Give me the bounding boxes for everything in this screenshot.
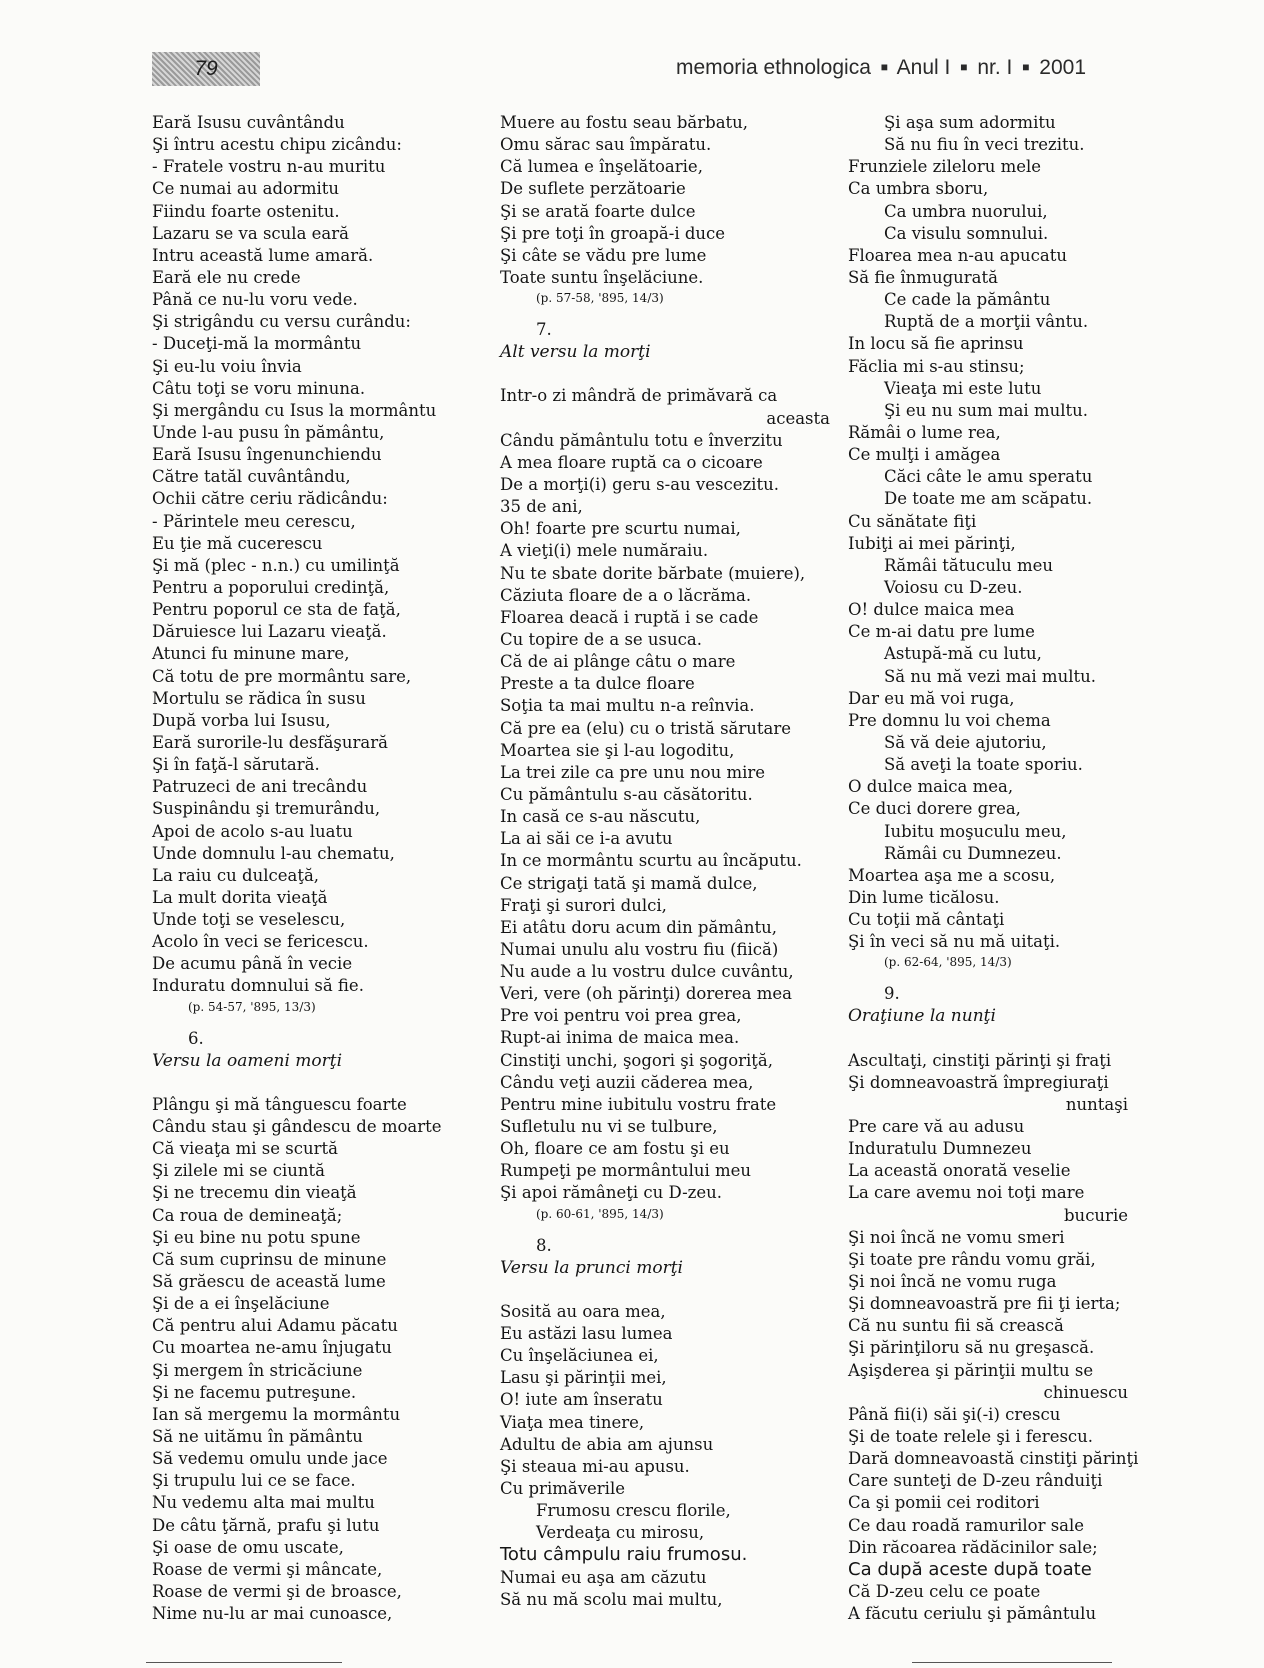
verse-line: Soţia ta mai multu n-a reînvia. (500, 696, 755, 716)
verse-line: Şi strigându cu versu curându: (152, 312, 411, 332)
verse-line: Cându stau şi gândescu de moarte (152, 1117, 442, 1137)
poem-number: 9. (884, 984, 900, 1004)
verse-line: La trei zile ca pre unu nou mire (500, 762, 766, 782)
verse-line: Şi steaua mi-au apusu. (500, 1456, 690, 1476)
verse-line: De câtu ţărnă, prafu şi lutu (152, 1515, 380, 1535)
footer-rule (146, 1662, 342, 1663)
verse-line: Roase de vermi şi mâncate, (152, 1559, 383, 1579)
verse-line: Eară surorile-lu desfăşurară (152, 732, 388, 752)
verse-line-indented: Ca visulu somnului. (884, 223, 1049, 243)
verse-line: Unde toţi se veselescu, (152, 910, 346, 930)
verse-line: A făcutu ceriulu şi pământulu (848, 1604, 1097, 1624)
verse-line: Ce numai au adormitu (152, 179, 340, 199)
verse-line: A mea floare ruptă ca o cicoare (500, 452, 763, 472)
verse-line: O! iute am înseratu (500, 1390, 663, 1410)
verse-line-indented: Vieaţa mi este lutu (884, 378, 1042, 398)
verse-line: Floarea mea n-au apucatu (848, 245, 1067, 265)
verse-line: Cu primăverile (500, 1479, 625, 1499)
verse-line: Şi toate pre rându vomu grăi, (848, 1249, 1096, 1269)
running-head (676, 56, 1086, 80)
verse-line: Şi zilele mi se ciuntă (152, 1161, 326, 1181)
verse-line: Să nu mă scolu mai multu, (500, 1589, 723, 1609)
verse-line: Dară domneavoastă cinstiţi părinţi (848, 1449, 1139, 1469)
verse-line: Că nu suntu fii să crească (848, 1316, 1064, 1336)
verse-line: Fraţi şi surori dulci, (500, 895, 667, 915)
verse-line: In locu să fie aprinsu (848, 334, 1024, 354)
verse-line: Ce dau roadă ramurilor sale (848, 1515, 1085, 1535)
verse-line-indented: Să nu fiu în veci trezitu. (884, 135, 1085, 155)
verse-line-indented: Frumosu crescu florile, (536, 1501, 731, 1521)
verse-line: Să fie înmugurată (848, 267, 998, 287)
verse-line: Şi în faţă-l sărutară. (152, 755, 320, 775)
verse-line: Muere au fostu seau bărbatu, (500, 113, 749, 132)
journal-title: memoria ethnologica (675, 56, 871, 79)
verse-line: Ce m-ai datu pre lume (848, 622, 1035, 642)
verse-line-indented: Să aveţi la toate sporiu. (884, 755, 1083, 775)
verse-line: Până ce nu-lu voru vede. (152, 290, 358, 310)
verse-line: Că totu de pre mormântu sare, (152, 666, 412, 686)
verse-line: Şi ne trecemu din vieaţă (152, 1183, 357, 1203)
verse-line: Intru această lume amară. (152, 245, 374, 265)
verse-line: Rupt-ai inima de maica mea. (500, 1028, 740, 1048)
verse-line: Acolo în veci se fericescu. (152, 932, 369, 952)
verse-line: Cu înşelăciunea ei, (500, 1346, 659, 1366)
verse-line: Şi domneavoastră pre fii ţi ierta; (848, 1294, 1121, 1314)
separator-square: ■ (1022, 60, 1030, 74)
text-column-middle (500, 112, 830, 1611)
verse-line: Că lumea e înşelătoarie, (500, 157, 703, 177)
source-citation: (p. 54-57, '895, 13/3) (188, 999, 316, 1014)
separator-square: ■ (960, 60, 968, 74)
verse-line: Să vedemu omulu unde jace (152, 1449, 388, 1469)
verse-line: Eară Isusu îngenunchiendu (152, 445, 382, 465)
journal-issue: nr. I (977, 56, 1013, 79)
verse-line: - Fratele vostru n-au muritu (152, 157, 386, 177)
verse-line: Moartea aşa me a scosu, (848, 865, 1056, 885)
verse-line: In ce mormântu scurtu au încăputu. (500, 851, 802, 871)
verse-line-indented: Să vă deie ajutoriu, (884, 732, 1047, 752)
verse-line: La ai săi ce i-a avutu (500, 829, 673, 849)
verse-line: Floarea deacă i ruptă i se cade (500, 607, 759, 627)
verse-line: Eară ele nu crede (152, 267, 301, 287)
verse-line: Şi mă (plec - n.n.) cu umilinţă (152, 555, 400, 575)
source-citation: (p. 62-64, '895, 14/3) (884, 955, 1012, 970)
verse-line: Că D-zeu celu ce poate (848, 1582, 1041, 1601)
verse-line: Şi noi încă ne vomu smeri (848, 1227, 1065, 1247)
verse-line: Rămâi o lume rea, (848, 422, 1001, 442)
verse-line-continuation: nuntaşi (1065, 1094, 1128, 1114)
verse-line: Mortulu se rădica în susu (152, 688, 366, 708)
verse-line-continuation: aceasta (766, 408, 830, 428)
page-number: 79 (152, 52, 260, 86)
verse-line: Dăruiesce lui Lazaru vieaţă. (152, 622, 387, 642)
verse-line: Ei atâtu doru acum din pământu, (500, 917, 777, 937)
verse-line: Şi de toate relele şi i ferescu. (848, 1427, 1094, 1447)
verse-line: Oh! foarte pre scurtu numai, (500, 519, 741, 539)
verse-line: Şi ne facemu putreşune. (152, 1382, 357, 1402)
verse-line: Numai unulu alu vostru fiu (fiică) (500, 939, 779, 959)
verse-line: Unde l-au pusu în pământu, (152, 422, 385, 442)
verse-line: Căziuta floare de a o lăcrăma. (500, 585, 752, 605)
verse-line-indented: Rămâi tătuculu meu (884, 555, 1054, 575)
verse-line: Ce strigaţi tată şi mamă dulce, (500, 873, 758, 893)
verse-line: Unde domnulu l-au chematu, (152, 843, 395, 863)
verse-line: Ce duci dorere grea, (848, 799, 1021, 819)
verse-line: Ca şi pomii cei roditori (848, 1493, 1040, 1513)
verse-line: La raiu cu dulceaţă, (152, 865, 320, 885)
verse-line: Nu vedemu alta mai multu (152, 1493, 375, 1513)
journal-year: Anul I (896, 56, 951, 79)
verse-line: In casă ce s-au născutu, (500, 807, 701, 827)
verse-line: Roase de vermi şi de broasce, (152, 1582, 402, 1601)
verse-line: Şi se arată foarte dulce (500, 201, 696, 221)
verse-line: Şi părinţiloru să nu greşască. (848, 1338, 1095, 1358)
verse-line: După vorba lui Isusu, (152, 710, 331, 730)
verse-line: Patruzeci de ani trecându (152, 777, 368, 797)
verse-line: Şi întru acestu chipu zicându: (152, 135, 402, 155)
verse-line: Că pre ea (elu) cu o tristă sărutare (500, 718, 792, 738)
verse-line: Câtu toţi se voru minuna. (152, 378, 366, 398)
verse-line: Ochii către ceriu rădicându: (152, 489, 388, 509)
verse-line: A vieţi(i) mele număraiu. (500, 541, 709, 561)
verse-line: 35 de ani, (500, 497, 583, 517)
verse-line: Şi câte se vădu pre lume (500, 245, 707, 265)
verse-line: Că sum cuprinsu de minune (152, 1249, 387, 1269)
verse-line: Şi trupulu lui ce se face. (152, 1471, 356, 1491)
verse-line: Că vieaţa mi se scurtă (152, 1139, 338, 1159)
verse-line: Cându pământulu totu e înverzitu (500, 430, 783, 450)
verse-line: Şi apoi rămâneţi cu D-zeu. (500, 1183, 722, 1203)
verse-line: Şi eu-lu voiu învia (152, 356, 302, 376)
verse-line: Induratu domnului să fie. (152, 976, 364, 996)
verse-line-indented: Rămâi cu Dumnezeu. (884, 843, 1062, 863)
journal-date: 2001 (1039, 56, 1086, 79)
verse-line: De acumu până în vecie (152, 954, 353, 974)
verse-line: Că de ai plânge câtu o mare (500, 652, 736, 672)
verse-line-indented: De toate me am scăpatu. (884, 489, 1093, 509)
verse-line: - Părintele meu cerescu, (152, 511, 356, 531)
verse-line: Pre domnu lu voi chema (848, 710, 1051, 730)
verse-line: Adultu de abia am ajunsu (500, 1434, 714, 1454)
poem-title: Oraţiune la nunţi (848, 1006, 996, 1027)
verse-line: Atunci fu minune mare, (152, 644, 350, 664)
verse-line: Cu toţii mă cântaţi (848, 910, 1005, 930)
verse-line: Plângu şi mă tânguescu foarte (152, 1094, 407, 1114)
verse-line-continuation: chinuescu (1043, 1382, 1128, 1402)
verse-line: Suspinându şi tremurându, (152, 799, 381, 819)
footer-rule (912, 1662, 1112, 1663)
verse-line: Să grăescu de această lume (152, 1272, 386, 1292)
verse-line: De suflete perzătoarie (500, 179, 686, 199)
verse-line: Viaţa mea tinere, (500, 1412, 645, 1432)
verse-line: Şi de a ei înşelăciune (152, 1294, 330, 1314)
verse-line: Ca după aceste după toate (848, 1558, 1092, 1580)
verse-line: Din răcoarea rădăcinilor sale; (848, 1537, 1098, 1557)
verse-line: Şi în veci să nu mă uitaţi. (848, 932, 1061, 952)
verse-line: Ian să mergemu la mormântu (152, 1404, 401, 1424)
verse-line: Cu sănătate fiţi (848, 511, 977, 531)
verse-line: Totu câmpulu raiu frumosu. (500, 1544, 748, 1566)
verse-line: Cinstiţi unchi, şogori şi şogoriţă, (500, 1050, 774, 1070)
verse-line: La mult dorita vieaţă (152, 887, 328, 907)
verse-line-indented: Astupă-mă cu lutu, (884, 644, 1042, 664)
verse-line: Către tatăl cuvântându, (152, 467, 351, 487)
verse-line: Nime nu-lu ar mai cunoasce, (152, 1604, 393, 1624)
verse-line: Pre voi pentru voi prea grea, (500, 1006, 742, 1026)
verse-line: Numai eu aşa am căzutu (500, 1567, 707, 1587)
verse-line: Cu moartea ne-amu înjugatu (152, 1338, 392, 1358)
verse-line: Ascultaţi, cinstiţi părinţi şi fraţi (848, 1050, 1112, 1070)
verse-line: Oh, floare ce am fostu şi eu (500, 1139, 730, 1159)
verse-line: Sufletulu nu vi se tulbure, (500, 1117, 718, 1137)
verse-line: O dulce maica mea, (848, 777, 1014, 797)
verse-line-indented: Să nu mă vezi mai multu. (884, 666, 1096, 686)
verse-line: Nu te sbate dorite bărbate (muiere), (500, 563, 806, 583)
verse-line: Pre care vă au adusu (848, 1117, 1025, 1137)
verse-line-indented: Căci câte le amu speratu (884, 467, 1093, 487)
poem-number: 8. (536, 1235, 552, 1255)
verse-line: Apoi de acolo s-au luatu (152, 821, 353, 841)
verse-line: Să ne uitămu în pământu (152, 1427, 363, 1447)
verse-line: Din lume ticălosu. (848, 887, 1000, 907)
verse-line: Intr-o zi mândră de primăvară ca (500, 386, 778, 406)
source-citation: (p. 60-61, '895, 14/3) (536, 1206, 664, 1221)
verse-line: Nu aude a lu vostru dulce cuvântu, (500, 962, 794, 982)
text-column-right (848, 112, 1139, 1625)
verse-line: Frunziele zileloru mele (848, 157, 1042, 177)
verse-line: Eară Isusu cuvântându (152, 113, 345, 132)
text-column-left (152, 112, 497, 1625)
verse-line: Până fii(i) săi şi(-i) crescu (848, 1404, 1061, 1424)
verse-line: Şi noi încă ne vomu ruga (848, 1272, 1057, 1292)
verse-line: Veri, vere (oh părinţi) dorerea mea (500, 984, 792, 1004)
poem-title: Versu la prunci morţi (500, 1257, 683, 1278)
separator-square: ■ (880, 60, 888, 74)
verse-line: Lazaru se va scula eară (152, 223, 349, 243)
verse-line: Cu topire de a se usuca. (500, 629, 702, 649)
verse-line: Fiindu foarte ostenitu. (152, 201, 340, 221)
verse-line-indented: Ce cade la pământu (884, 290, 1051, 310)
verse-line: Omu sărac sau împăratu. (500, 135, 712, 155)
verse-line: Şi oase de omu uscate, (152, 1537, 344, 1557)
verse-line: Că pentru alui Adamu păcatu (152, 1316, 398, 1336)
verse-line: Care sunteţi de D-zeu rânduiţi (848, 1471, 1103, 1491)
verse-line-indented: Voiosu cu D-zeu. (884, 577, 1023, 597)
verse-line: Ce mulţi i amăgea (848, 445, 1001, 465)
verse-line: Sosită au oara mea, (500, 1301, 666, 1321)
poem-title: Versu la oameni morţi (152, 1050, 343, 1071)
verse-line: Cându veţi auzii căderea mea, (500, 1072, 754, 1092)
verse-line-indented: Şi aşa sum adormitu (884, 113, 1056, 132)
verse-line: La care avemu noi toţi mare (848, 1183, 1085, 1203)
poem-title: Alt versu la morţi (500, 342, 651, 363)
verse-line: O! dulce maica mea (848, 600, 1015, 620)
verse-line-continuation: bucurie (1064, 1205, 1128, 1225)
verse-line: Rumpeţi pe mormântului meu (500, 1161, 752, 1181)
verse-line: Moartea sie şi l-au logoditu, (500, 740, 735, 760)
verse-line: Aşişderea şi părinţii multu se (848, 1360, 1094, 1380)
verse-line: Şi eu bine nu potu spune (152, 1227, 361, 1247)
verse-line: - Duceţi-mă la mormântu (152, 334, 362, 354)
verse-line: Eu astăzi lasu lumea (500, 1324, 673, 1344)
verse-line-indented: Iubitu moşuculu meu, (884, 821, 1067, 841)
verse-line: Şi domneavoastră împregiuraţi (848, 1072, 1109, 1092)
verse-line: Iubiţi ai mei părinţi, (848, 533, 1016, 553)
verse-line-indented: Verdeaţa cu mirosu, (536, 1523, 705, 1543)
verse-line: Făclia mi s-au stinsu; (848, 356, 1025, 376)
verse-line: Lasu şi părinţii mei, (500, 1368, 667, 1388)
verse-line-indented: Ruptă de a morţii vântu. (884, 312, 1089, 332)
verse-line: Pentru poporul ce sta de faţă, (152, 600, 401, 620)
verse-line: Preste a ta dulce floare (500, 674, 695, 694)
verse-line: La această onorată veselie (848, 1161, 1071, 1181)
verse-line-indented: Şi eu nu sum mai multu. (884, 400, 1089, 420)
poem-number: 6. (188, 1028, 204, 1048)
verse-line: Şi mergându cu Isus la mormântu (152, 400, 437, 420)
verse-line: Şi pre toţi în groapă-i duce (500, 223, 726, 243)
verse-line-indented: Ca umbra nuorului, (884, 201, 1048, 221)
verse-line: Toate suntu înşelăciune. (500, 267, 704, 287)
verse-line: Pentru a poporului credinţă, (152, 577, 390, 597)
verse-line: Ca umbra sboru, (848, 179, 989, 199)
source-citation: (p. 57-58, '895, 14/3) (536, 291, 664, 306)
verse-line: Eu ţie mă cucerescu (152, 533, 323, 553)
verse-line: Şi mergem în stricăciune (152, 1360, 363, 1380)
verse-line: De a morţi(i) geru s-au vescezitu. (500, 474, 779, 494)
verse-line: Induratulu Dumnezeu (848, 1139, 1032, 1159)
poem-number: 7. (536, 320, 552, 340)
verse-line: Ca roua de demineaţă; (152, 1205, 343, 1225)
verse-line: Cu pământulu s-au căsătoritu. (500, 784, 753, 804)
verse-line: Pentru mine iubitulu vostru frate (500, 1094, 777, 1114)
verse-line: Dar eu mă voi ruga, (848, 688, 1015, 708)
